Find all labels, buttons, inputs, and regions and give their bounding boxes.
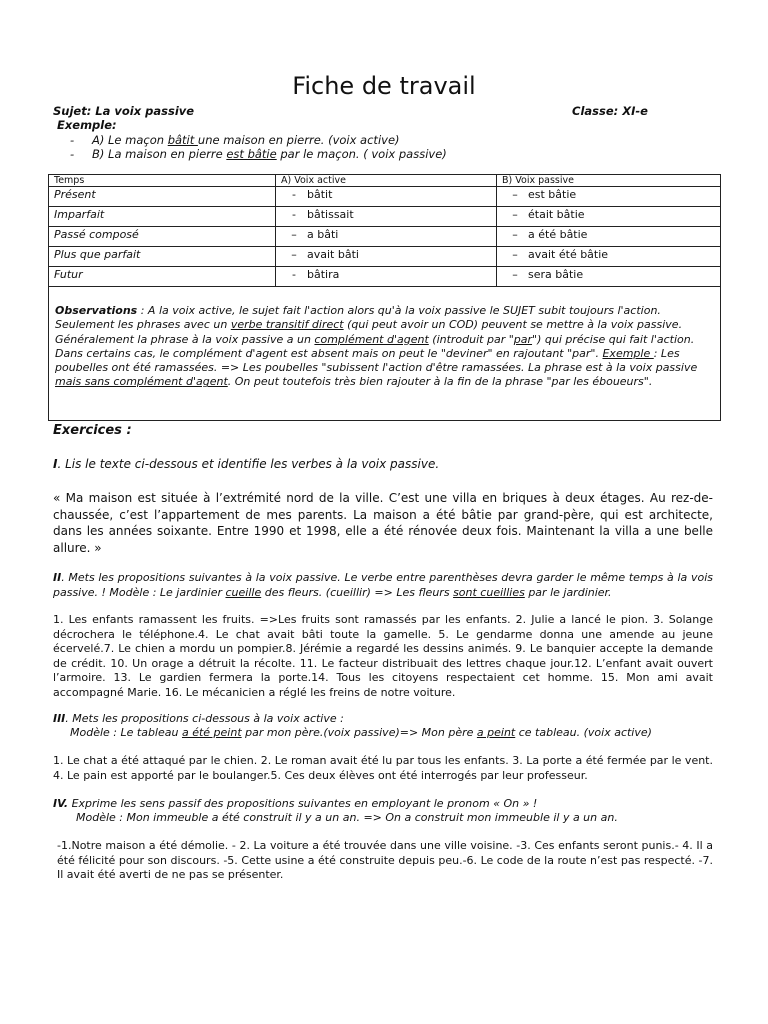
tense-cell: Futur — [49, 267, 276, 287]
passive-cell: – a été bâtie — [497, 227, 721, 247]
example-b: - B) La maison en pierre est bâtie par le maçon. ( voix passive) — [70, 147, 447, 161]
header-tense: Temps — [49, 175, 276, 187]
page-title: Fiche de travail — [292, 72, 476, 100]
table-row — [49, 207, 721, 227]
table-row — [49, 247, 721, 267]
exercise-1-instruction: I. Lis le texte ci-dessous et identifie les verbes à la voix passive. — [53, 457, 440, 471]
example-a: - A) Le maçon bâtit une maison en pierre. (voix active) — [70, 133, 400, 147]
active-cell: - bâtira — [276, 267, 497, 287]
tense-cell: Imparfait — [49, 207, 276, 227]
exercise-4-instruction: IV. Exprime les sens passif des propositions suivantes en employant le pronom « On » ! — [53, 797, 538, 810]
tenses-table — [48, 174, 721, 287]
exercise-1-text: « Ma maison est située à l’extrémité nord de la ville. C’est une villa en briques à deux étages. Au rez-de-chaussée, c’est l’appartement de mes parents. La maison a été bâtie par grand-père, qui est architecte, dans les années soixante. Entre 1990 et 1998, elle a été rénovée deux fois. Maintenant la villa a une belle allure. » — [53, 491, 713, 555]
exercises-heading: Exercices : — [53, 423, 132, 438]
subject-label: Sujet: La voix passive — [53, 104, 195, 118]
table-row — [49, 187, 721, 207]
active-cell: - bâtit — [276, 187, 497, 207]
passive-cell: – sera bâtie — [497, 267, 721, 287]
tense-cell: Passé composé — [49, 227, 276, 247]
table-header-row — [49, 175, 721, 187]
active-cell: – a bâti — [276, 227, 497, 247]
example-label: Exemple: — [57, 118, 117, 132]
tense-cell: Présent — [49, 187, 276, 207]
exercise-4-model: Modèle : Mon immeuble a été construit il y a un an. => On a construit mon immeuble il y a un an. — [76, 811, 618, 824]
passive-cell: – était bâtie — [497, 207, 721, 227]
observations-label: Observations — [55, 304, 138, 317]
passive-cell: – avait été bâtie — [497, 247, 721, 267]
table-row — [49, 227, 721, 247]
exercise-4-text: -1.Notre maison a été démolie. - 2. La voiture a été trouvée dans une ville voisine. -3. Ces enfants seront punis.- 4. Il a été félicité pour son discours. -5. Cette usine a été construite depuis peu.-6. Le code de la route n’est pas respecté. -7. Il avait été averti de ne pas se présenter. — [57, 839, 713, 881]
passive-cell: – est bâtie — [497, 187, 721, 207]
header-active: A) Voix active — [276, 175, 497, 187]
observations-box: Observations : A la voix active, le sujet fait l'action alors qu'à la voix passive le SUJET subit toujours l'action. Seulement les phrases avec un verbe transitif direct (qui peut avoir un COD) peuvent se mettre à la voix passive. Généralement la phrase à la voix passive a un complément d'agent (introduit par "par") qui précise qui fait l'action. Dans certains cas, le complément d'agent est absent mais on peut le "deviner" en rajoutant "par". Exemple : Les poubelles ont été ramassées. => Les poubelles "subissent l'action d'être ramassées. La phrase est à la voix passive mais sans complément d'agent. On peut toutefois très bien rajouter à la fin de la phrase "par les éboueurs". — [48, 286, 721, 421]
active-cell: - bâtissait — [276, 207, 497, 227]
header-passive: B) Voix passive — [497, 175, 721, 187]
exercise-3-instruction: III. Mets les propositions ci-dessous à la voix active : — [53, 712, 344, 725]
exercise-2-text: 1. Les enfants ramassent les fruits. =>Les fruits sont ramassés par les enfants. 2. Julie a lancé le pion. 3. Solange décrochera le téléphone.4. Le chat avait bâti toute la gamelle. 5. Le gendarme donna une amende au jeune écervelé.7. Le chien a mordu un pompier.8. Jérémie a regardé les dessins animés. 9. Le banquier accepte la demande de crédit. 10. Un orage a détruit la récolte. 11. Le facteur distribuait des lettres chaque jour.12. L’enfant avait ouvert l’armoire. 13. Le gardien fermera la porte.14. Tous les citoyens respectaient cet homme. 15. Mon ami avait accompagné Marie. 16. Le mécanicien a réglé les freins de notre voiture. — [53, 613, 713, 699]
active-cell: – avait bâti — [276, 247, 497, 267]
exercise-3-text: 1. Le chat a été attaqué par le chien. 2. Le roman avait été lu par tous les enfants. 3. La porte a été fermée par le vent. 4. Le pain est apporté par le boulanger.5. Ces deux élèves ont été interrogés par leur professeur. — [53, 754, 713, 782]
table-row — [49, 267, 721, 287]
tense-cell: Plus que parfait — [49, 247, 276, 267]
exercise-2-instruction: II. Mets les propositions suivantes à la voix passive. Le verbe entre parenthèses devra garder le même temps à la vois passive. ! Modèle : Le jardinier cueille des fleurs. (cueillir) => Les fleurs sont cueillies par le jardinier. — [53, 571, 713, 599]
class-label: Classe: XI-e — [572, 104, 648, 118]
exercise-3-model: Modèle : Le tableau a été peint par mon père.(voix passive)=> Mon père a peint ce tableau. (voix active) — [70, 726, 652, 739]
